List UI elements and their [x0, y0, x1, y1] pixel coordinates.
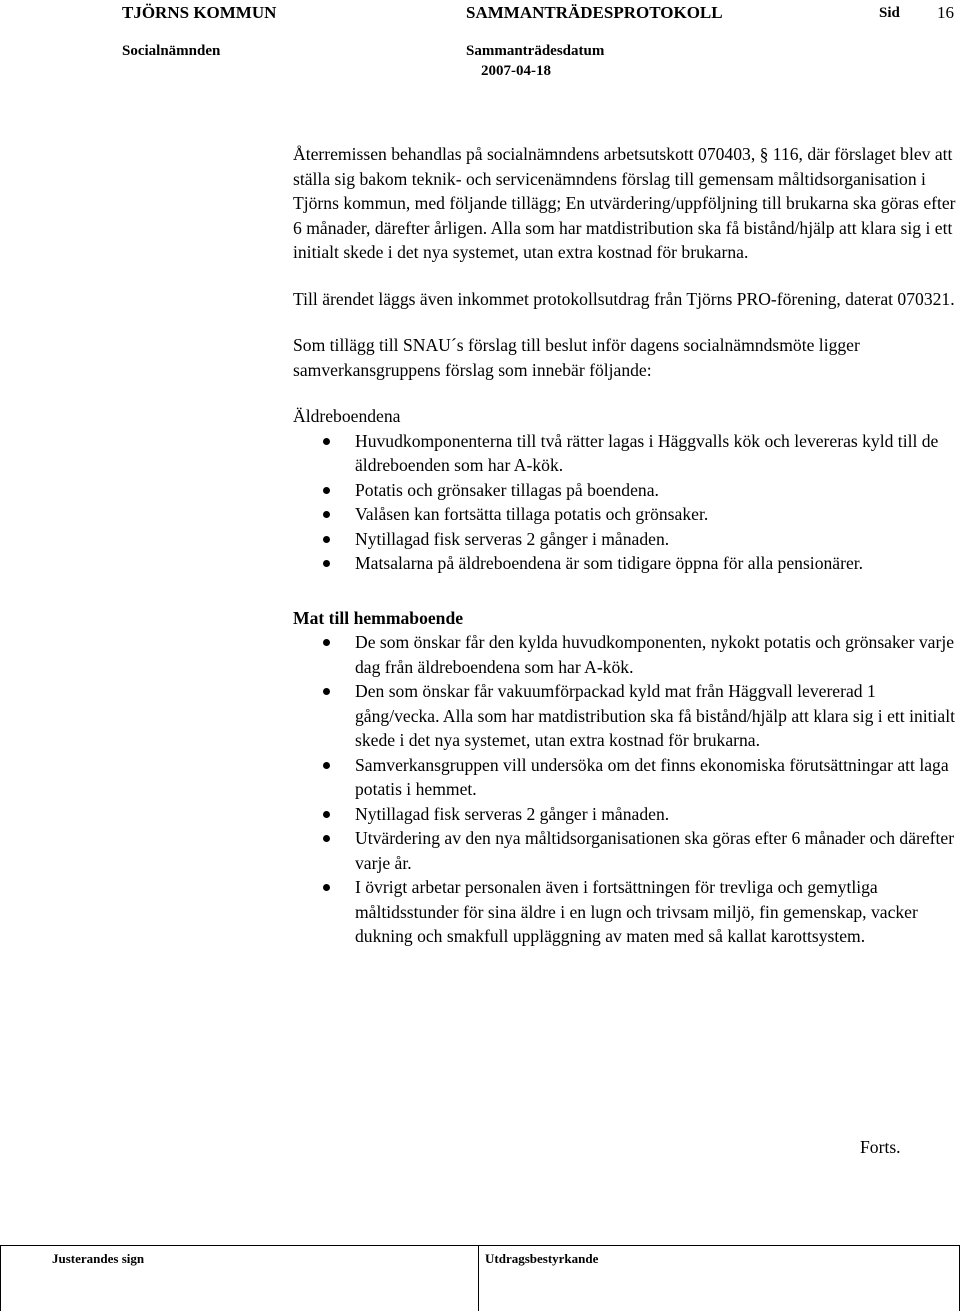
page-label: Sid [879, 5, 900, 21]
organization-name: TJÖRNS KOMMUN [122, 3, 277, 22]
paragraph-referral: Återremissen behandlas på socialnämndens arbetsutskott 070403, § 116, där förslaget blev att ställa sig bakom teknik- och servicenämndens förslag till gemensam måltidsorganisation i Tjörns kommun, med följande tillägg; En utvärdering/uppföljning till brukarna ska göras efter 6 månader, därefter årligen. Alla som har matdistribution ska få bistånd/hjälp att klara sig i ett initialt skede i det nya systemet, utan extra kostnad för brukarna. [293, 144, 956, 262]
bullet-icon [323, 639, 330, 646]
list-item: I övrigt arbetar personalen även i fortsättningen för trevliga och gemytliga måltidsstunder för sina äldre i en lugn och trivsam miljö, fin gemenskap, vacker dukning och smakfull uppläggning av maten med så kallat karottsystem. [293, 875, 957, 949]
bullet-icon [323, 438, 330, 445]
footer-column-divider [478, 1245, 479, 1311]
meeting-date: 2007-04-18 [481, 63, 551, 79]
list-item: De som önskar får den kylda huvudkomponenten, nykokt potatis och grönsaker varje dag från äldreboendena som har A-kök. [293, 630, 957, 679]
list-item: Nytillagad fisk serveras 2 gånger i månaden. [293, 802, 957, 827]
footer-divider [0, 1245, 960, 1246]
list-aldreboendena [293, 429, 957, 576]
footer-border-left [0, 1245, 1, 1311]
bullet-icon [323, 884, 330, 891]
continued-label: Forts. [860, 1137, 901, 1157]
paragraph-addition: Som tillägg till SNAU´s förslag till beslut inför dagens socialnämndsmöte ligger samverkansgruppens förslag som innebär följande: [293, 335, 860, 380]
document-type: SAMMANTRÄDESPROTOKOLL [466, 3, 723, 22]
meeting-date-label: Sammanträdesdatum [466, 43, 605, 59]
bullet-icon [323, 688, 330, 695]
bullet-icon [323, 835, 330, 842]
list-hemmaboende [293, 630, 957, 949]
bullet-icon [323, 511, 330, 518]
list-item: Den som önskar får vakuumförpackad kyld mat från Häggvall levererad 1 gång/vecka. Alla som har matdistribution ska få bistånd/hjälp att klara sig i ett initialt skede i det nya systemet, utan extra kostnad för brukarna. [293, 679, 957, 753]
list-item: Huvudkomponenterna till två rätter lagas i Häggvalls kök och levereras kyld till de äldreboenden som har A-kök. [293, 429, 957, 478]
section-heading-aldreboendena: Äldreboendena [293, 406, 401, 426]
bullet-icon [323, 811, 330, 818]
paragraph-pro-excerpt: Till ärendet läggs även inkommet protokollsutdrag från Tjörns PRO-förening, daterat 070321. [293, 288, 955, 309]
section-heading-hemmaboende: Mat till hemmaboende [293, 607, 464, 628]
page-number: 16 [937, 3, 954, 22]
list-item: Potatis och grönsaker tillagas på boendena. [293, 478, 957, 503]
list-item: Valåsen kan fortsätta tillaga potatis och grönsaker. [293, 502, 957, 527]
certification-label: Utdragsbestyrkande [485, 1251, 599, 1266]
bullet-icon [323, 762, 330, 769]
list-item: Utvärdering av den nya måltidsorganisationen ska göras efter 6 månader och därefter varje år. [293, 826, 957, 875]
bullet-icon [323, 487, 330, 494]
list-item: Matsalarna på äldreboendena är som tidigare öppna för alla pensionärer. [293, 551, 957, 576]
bullet-icon [323, 560, 330, 567]
list-item: Nytillagad fisk serveras 2 gånger i månaden. [293, 527, 957, 552]
list-item: Samverkansgruppen vill undersöka om det finns ekonomiska förutsättningar att laga potatis i hemmet. [293, 753, 957, 802]
committee-name: Socialnämnden [122, 43, 221, 59]
bullet-icon [323, 536, 330, 543]
document-body [293, 142, 957, 949]
signature-label: Justerandes sign [52, 1251, 145, 1266]
